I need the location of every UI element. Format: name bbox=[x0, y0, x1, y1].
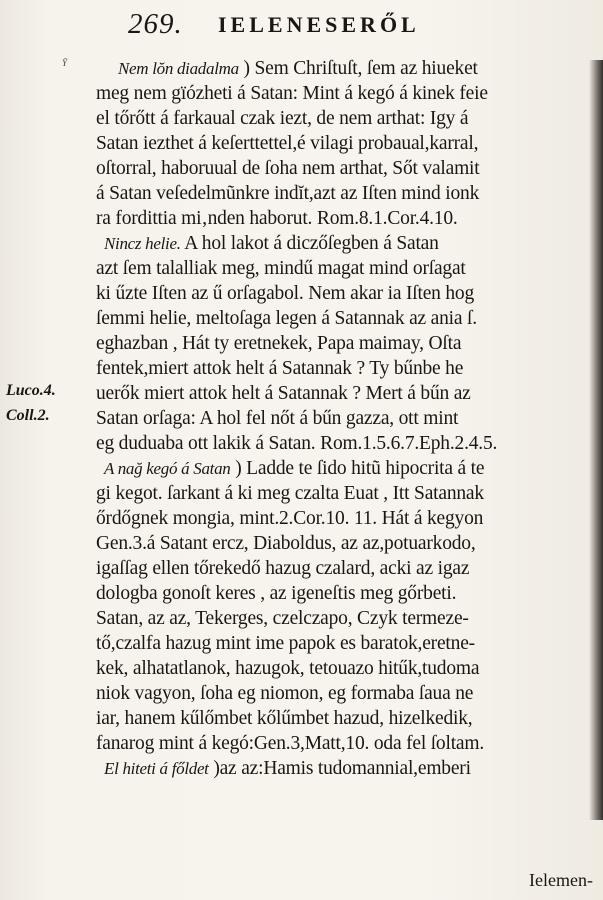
text-line: ra fordittia mi‚nden haborut. Rom.8.1.Cor.4.10. bbox=[96, 208, 458, 229]
text-line: Satan, az az, Tekerges, czelczapo, Czyk termeze- bbox=[96, 608, 469, 629]
text-line: gi kegot. ſarkant á ki meg czalta Euat , Itt Satannak bbox=[96, 483, 484, 504]
text-line: dologba gonoſt keres , az igeneſtis meg gőrbeti. bbox=[96, 583, 457, 604]
text-line: El hiteti á főldet )az az:Hamis tudomannial,emberi bbox=[104, 758, 471, 779]
text-line: Gen.3.á Satant ercz, Diaboldus, az az,potuarkodo, bbox=[96, 533, 476, 554]
body-text bbox=[96, 56, 592, 781]
text-line: oſtorral, haboruual de ſoha nem arthat, Sőt valamit bbox=[96, 158, 480, 179]
text-line: fanarog mint á kegó:Gen.3,Matt,10. oda fel ſoltam. bbox=[96, 733, 485, 754]
text-line: tő,czalfa hazug mint ime papok es baratok,eretne- bbox=[96, 633, 475, 654]
ornament-mark: Ȳ bbox=[62, 58, 68, 68]
text-line: á Satan veſedelmũnkre indĭt,azt az Iſten mind ionk bbox=[96, 183, 480, 204]
text-line: azt ſem talalliak meg, mindű magat mind orſagat bbox=[96, 258, 466, 279]
text-line: niok vagyon, ſoha eg niomon, eg formaba ſaua ne bbox=[96, 683, 474, 704]
text-line: Satan iezthet á keſerttettel,é vilagi probaual,karral, bbox=[96, 133, 479, 154]
text-line: A nağ kegó á Satan ) Ladde te ſido hitũ hipocrita á te bbox=[104, 458, 485, 479]
lemma: El hiteti á főldet bbox=[104, 759, 209, 778]
text-line: eghazban , Hát ty eretnekek, Papa maimay, Oſta bbox=[96, 333, 462, 354]
text-line: fentek,miert attok helt á Satannak ? Ty bűnbe he bbox=[96, 358, 464, 379]
page-number: 269. bbox=[128, 8, 183, 40]
margin-note-2: Coll.2. bbox=[6, 407, 50, 424]
lemma: Nem lŏn diadalma bbox=[118, 59, 239, 78]
text-line: Satan orſaga: A hol fel nőt á bűn gazza, ott mint bbox=[96, 408, 459, 429]
text-line: Nem lŏn diadalma ) Sem Chriſtuſt, ſem az hiueket bbox=[118, 58, 478, 79]
text-line: eg duduaba ott lakik á Satan. Rom.1.5.6.7.Eph.2.4.5. bbox=[96, 433, 498, 454]
text-line: őrdőgnek mongia, mint.2.Cor.10. 11. Hát á kegyon bbox=[96, 508, 484, 529]
text-line: ki űzte Iſten az ű orſagabol. Nem akar ia Iſten hog bbox=[96, 283, 475, 304]
text-line: kek, alhatatlanok, hazugok, tetouazo hitűk,tudoma bbox=[96, 658, 480, 679]
text-line: ſemmi helie, meltoſaga legen á Satannak az ania ſ. bbox=[96, 308, 477, 329]
lemma: A nağ kegó á Satan bbox=[104, 459, 231, 478]
catchword: Ielemen- bbox=[529, 870, 593, 890]
text-line: el tőrőtt á farkaual czak iezt, de nem arthat: Igy á bbox=[96, 108, 469, 129]
text-line: igaſſag ellen tőrekedő hazug czalard, acki az igaz bbox=[96, 558, 470, 579]
lemma: Nincz helie. bbox=[104, 234, 181, 253]
text-line: uerők miert attok helt á Satannak ? Mert á bűn az bbox=[96, 383, 471, 404]
text-line: iar, hanem kűlőmbet kőlűmbet hazud, hizelkedik, bbox=[96, 708, 473, 729]
running-head: IELENESERŐL bbox=[218, 12, 420, 37]
text-line: meg nem gïózheti á Satan: Mint á kegó á kinek feie bbox=[96, 83, 488, 104]
margin-note-1: Luco.4. bbox=[6, 382, 56, 399]
text-line: Nincz helie. A hol lakot á diczőſegben á Satan bbox=[104, 233, 439, 254]
